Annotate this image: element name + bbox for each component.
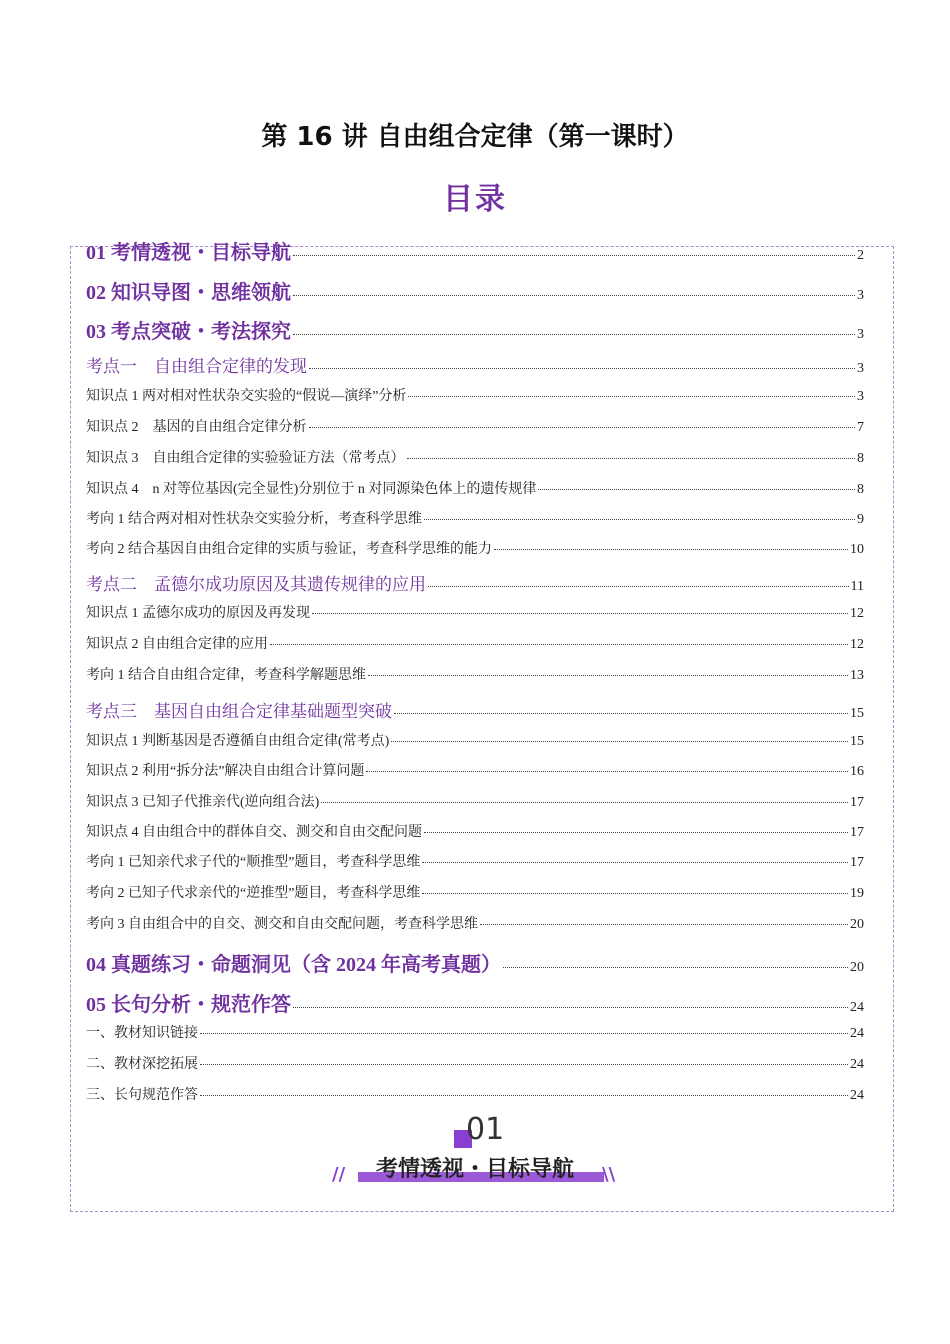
toc-page-number: 24 bbox=[850, 1026, 864, 1041]
toc-dot-leader bbox=[538, 489, 855, 490]
toc-page-number: 16 bbox=[850, 764, 864, 779]
toc-entry[interactable] bbox=[86, 851, 864, 871]
toc-entry-text: 考向 1 结合两对相对性状杂交实验分析，考查科学思维 bbox=[86, 512, 422, 527]
toc-dot-leader bbox=[368, 675, 848, 676]
toc-entry[interactable] bbox=[86, 570, 864, 595]
toc-page-number: 15 bbox=[850, 706, 864, 721]
toc-entry[interactable] bbox=[86, 315, 864, 344]
toc-entry-text: 二、教材深挖拓展 bbox=[86, 1057, 198, 1072]
toc-heading: 目录 bbox=[443, 182, 507, 217]
toc-entry-text: 考向 2 已知子代求亲代的“逆推型”题目，考查科学思维 bbox=[86, 886, 421, 901]
toc-page-number: 3 bbox=[857, 389, 864, 404]
toc-entry[interactable] bbox=[86, 882, 864, 902]
toc-dot-leader bbox=[200, 1064, 848, 1065]
toc-dot-leader bbox=[503, 967, 848, 968]
toc-dot-leader bbox=[312, 613, 848, 614]
toc-entry[interactable] bbox=[86, 416, 864, 436]
section-banner bbox=[330, 1112, 620, 1192]
toc-entry-text: 知识点 4 自由组合中的群体自交、测交和自由交配问题 bbox=[86, 825, 422, 840]
toc-dot-leader bbox=[293, 334, 855, 335]
toc-dot-leader bbox=[200, 1095, 848, 1096]
toc-entry-text: 知识点 2 自由组合定律的应用 bbox=[86, 637, 268, 652]
toc-entry[interactable] bbox=[86, 633, 864, 653]
toc-dot-leader bbox=[293, 295, 855, 296]
toc-entry[interactable] bbox=[86, 508, 864, 528]
toc-dot-leader bbox=[428, 586, 849, 587]
toc-dot-leader bbox=[366, 771, 848, 772]
toc-dot-leader bbox=[293, 1007, 848, 1008]
toc-entry-text: 知识点 2 利用“拆分法”解决自由组合计算问题 bbox=[86, 764, 365, 779]
toc-entry-text: 考向 1 结合自由组合定律，考查科学解题思维 bbox=[86, 668, 366, 683]
toc-dot-leader bbox=[321, 802, 848, 803]
toc-page-number: 12 bbox=[850, 606, 864, 621]
toc-dot-leader bbox=[200, 1033, 848, 1034]
toc-page-number: 12 bbox=[850, 637, 864, 652]
toc-entry[interactable] bbox=[86, 948, 864, 977]
document-title: 第 16 讲 自由组合定律（第一课时） bbox=[261, 122, 689, 152]
toc-entry-text: 知识点 1 孟德尔成功的原因及再发现 bbox=[86, 606, 310, 621]
toc-dot-leader bbox=[424, 519, 855, 520]
toc-page-number: 15 bbox=[850, 734, 864, 749]
toc-entry[interactable] bbox=[86, 821, 864, 841]
toc-page-number: 10 bbox=[850, 542, 864, 557]
toc-entry[interactable] bbox=[86, 478, 864, 498]
toc-dot-leader bbox=[408, 396, 855, 397]
toc-dot-leader bbox=[391, 741, 848, 742]
toc-dot-leader bbox=[494, 549, 848, 550]
toc-dot-leader bbox=[422, 862, 848, 863]
toc-page-number: 13 bbox=[850, 668, 864, 683]
toc-entry[interactable] bbox=[86, 760, 864, 780]
toc-page-number: 7 bbox=[857, 420, 864, 435]
toc-page-number: 17 bbox=[850, 825, 864, 840]
toc-page-number: 17 bbox=[850, 855, 864, 870]
toc-entry[interactable] bbox=[86, 276, 864, 305]
toc-entry-text: 知识点 4 n 对等位基因(完全显性)分别位于 n 对同源染色体上的遗传规律 bbox=[86, 482, 537, 497]
banner-number: 01 bbox=[466, 1112, 505, 1147]
toc-entry-text: 考向 3 自由组合中的自交、测交和自由交配问题，考查科学思维 bbox=[86, 917, 478, 932]
toc-entry[interactable] bbox=[86, 664, 864, 684]
toc-page-number: 8 bbox=[857, 451, 864, 466]
toc-entry[interactable] bbox=[86, 385, 864, 405]
toc-dot-leader bbox=[480, 924, 848, 925]
toc-page-number: 11 bbox=[850, 579, 864, 594]
toc-entry-text: 考向 2 结合基因自由组合定律的实质与验证，考查科学思维的能力 bbox=[86, 542, 492, 557]
toc-entry-text: 考向 1 已知亲代求子代的“顺推型”题目，考查科学思维 bbox=[86, 855, 421, 870]
toc-entry-text: 知识点 1 两对相对性状杂交实验的“假说—演绎”分析 bbox=[86, 389, 407, 404]
toc-dot-leader bbox=[309, 427, 856, 428]
toc-entry[interactable] bbox=[86, 602, 864, 622]
banner-right-mark: \\ bbox=[602, 1164, 616, 1185]
table-of-contents bbox=[86, 0, 864, 1110]
toc-entry[interactable] bbox=[86, 730, 864, 750]
toc-entry[interactable] bbox=[86, 913, 864, 933]
toc-entry[interactable] bbox=[86, 1084, 864, 1104]
toc-entry-text: 知识点 3 已知子代推亲代(逆向组合法) bbox=[86, 795, 320, 810]
toc-dot-leader bbox=[407, 458, 856, 459]
toc-page-number: 2 bbox=[857, 248, 864, 263]
toc-entry-text: 03 考点突破・考法探究 bbox=[86, 321, 291, 343]
toc-entry-text: 知识点 1 判断基因是否遵循自由组合定律(常考点) bbox=[86, 734, 390, 749]
toc-entry-text: 考点一 自由组合定律的发现 bbox=[86, 357, 307, 376]
toc-entry-text: 考点三 基因自由组合定律基础题型突破 bbox=[86, 702, 392, 721]
toc-page-number: 8 bbox=[857, 482, 864, 497]
toc-dot-leader bbox=[309, 368, 855, 369]
toc-entry[interactable] bbox=[86, 1022, 864, 1042]
toc-dot-leader bbox=[293, 255, 855, 256]
toc-entry[interactable] bbox=[86, 697, 864, 722]
toc-page-number: 20 bbox=[850, 960, 864, 975]
toc-entry[interactable] bbox=[86, 236, 864, 265]
toc-entry-text: 三、长句规范作答 bbox=[86, 1088, 198, 1103]
toc-page-number: 19 bbox=[850, 886, 864, 901]
banner-left-mark: // bbox=[332, 1164, 346, 1185]
toc-entry-text: 知识点 3 自由组合定律的实验验证方法（常考点） bbox=[86, 451, 405, 466]
toc-entry[interactable] bbox=[86, 1053, 864, 1073]
toc-entry[interactable] bbox=[86, 988, 864, 1017]
toc-page-number: 3 bbox=[857, 361, 864, 376]
toc-entry[interactable] bbox=[86, 538, 864, 558]
toc-page-number: 9 bbox=[857, 512, 864, 527]
banner-title: 考情透视・目标导航 bbox=[375, 1157, 574, 1182]
toc-page-number: 20 bbox=[850, 917, 864, 932]
toc-page-number: 3 bbox=[857, 327, 864, 342]
toc-dot-leader bbox=[422, 893, 848, 894]
toc-dot-leader bbox=[424, 832, 848, 833]
toc-entry[interactable] bbox=[86, 447, 864, 467]
toc-entry[interactable] bbox=[86, 352, 864, 377]
toc-entry-text: 05 长句分析・规范作答 bbox=[86, 994, 291, 1016]
toc-page-number: 3 bbox=[857, 288, 864, 303]
toc-entry-text: 知识点 2 基因的自由组合定律分析 bbox=[86, 420, 307, 435]
toc-entry-text: 考点二 孟德尔成功原因及其遗传规律的应用 bbox=[86, 575, 426, 594]
toc-page-number: 24 bbox=[850, 1057, 864, 1072]
toc-page-number: 24 bbox=[850, 1000, 864, 1015]
toc-page-number: 17 bbox=[850, 795, 864, 810]
toc-dot-leader bbox=[394, 713, 848, 714]
toc-entry-text: 一、教材知识链接 bbox=[86, 1026, 198, 1041]
toc-entry-text: 04 真题练习・命题洞见（含 2024 年高考真题） bbox=[86, 954, 501, 976]
toc-entry[interactable] bbox=[86, 791, 864, 811]
toc-page-number: 24 bbox=[850, 1088, 864, 1103]
toc-entry-text: 01 考情透视・目标导航 bbox=[86, 242, 291, 264]
toc-entry-text: 02 知识导图・思维领航 bbox=[86, 282, 291, 304]
toc-dot-leader bbox=[270, 644, 848, 645]
